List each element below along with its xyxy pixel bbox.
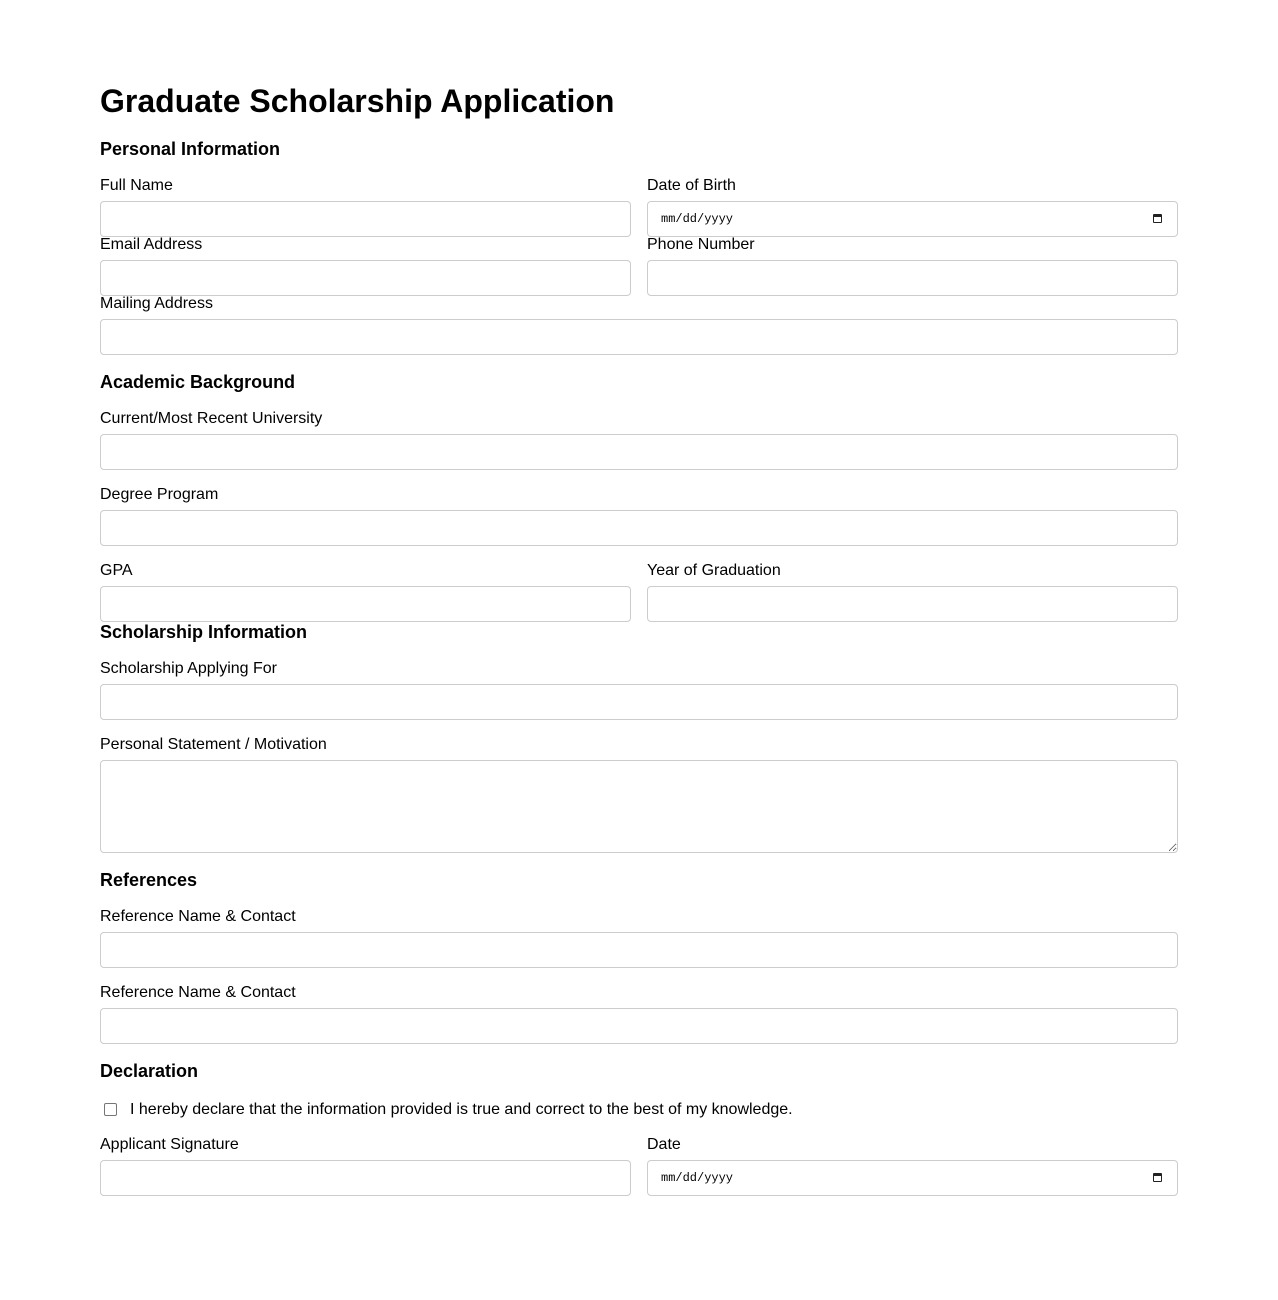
calendar-icon[interactable] xyxy=(1153,1173,1162,1182)
gpa-input[interactable] xyxy=(100,586,631,622)
grad-year-label: Year of Graduation xyxy=(647,562,781,579)
section-declaration: Declaration xyxy=(100,1061,199,1081)
reference-1-input[interactable] xyxy=(100,932,1178,968)
address-input[interactable] xyxy=(100,319,1178,355)
email-label: Email Address xyxy=(100,236,203,253)
degree-label: Degree Program xyxy=(100,486,219,503)
signature-input[interactable] xyxy=(100,1160,631,1196)
full-name-input[interactable] xyxy=(100,201,631,237)
dob-label: Date of Birth xyxy=(647,177,736,194)
university-label: Current/Most Recent University xyxy=(100,410,323,427)
date-input[interactable] xyxy=(647,1160,1178,1196)
page-title: Graduate Scholarship Application xyxy=(100,83,615,119)
declaration-checkbox[interactable] xyxy=(104,1103,117,1116)
university-input[interactable] xyxy=(100,434,1178,470)
phone-input[interactable] xyxy=(647,260,1178,296)
reference-2-label: Reference Name & Contact xyxy=(100,984,296,1001)
scholarship-label: Scholarship Applying For xyxy=(100,660,277,677)
date-placeholder: mm/dd/yyyy xyxy=(661,1171,734,1185)
reference-1-label: Reference Name & Contact xyxy=(100,908,296,925)
dob-input[interactable] xyxy=(647,201,1178,237)
statement-textarea[interactable] xyxy=(100,760,1178,853)
gpa-label: GPA xyxy=(100,562,133,579)
dob-placeholder: mm/dd/yyyy xyxy=(661,212,734,226)
date-label: Date xyxy=(647,1136,681,1153)
section-academic-background: Academic Background xyxy=(100,372,296,392)
declaration-text: I hereby declare that the information provided is true and correct to the best of my knowledge. xyxy=(130,1101,793,1118)
phone-label: Phone Number xyxy=(647,236,755,253)
section-scholarship-information: Scholarship Information xyxy=(100,622,308,642)
calendar-icon[interactable] xyxy=(1153,214,1162,223)
reference-2-input[interactable] xyxy=(100,1008,1178,1044)
signature-label: Applicant Signature xyxy=(100,1136,239,1153)
email-input[interactable] xyxy=(100,260,631,296)
section-personal-information: Personal Information xyxy=(100,139,281,159)
statement-label: Personal Statement / Motivation xyxy=(100,736,327,753)
scholarship-input[interactable] xyxy=(100,684,1178,720)
degree-input[interactable] xyxy=(100,510,1178,546)
section-references: References xyxy=(100,870,198,890)
full-name-label: Full Name xyxy=(100,177,173,194)
grad-year-input[interactable] xyxy=(647,586,1178,622)
address-label: Mailing Address xyxy=(100,295,213,312)
